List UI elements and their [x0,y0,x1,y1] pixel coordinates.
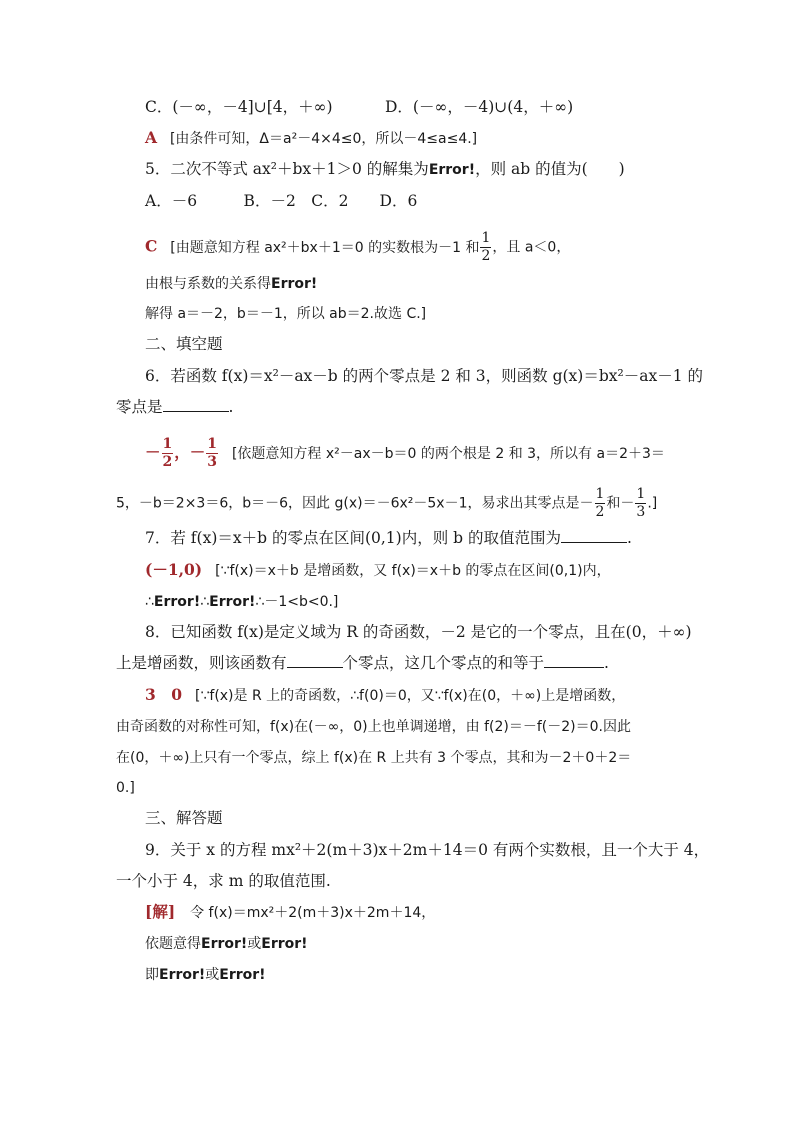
q5-answer-letter: C [145,236,158,256]
q9-stem-1: 9．关于 x 的方程 mx²＋2(m＋3)x＋2m＋14＝0 有两个实数根，且一个大于 4， [145,841,710,859]
q4-explanation: [由条件可知，Δ＝a²－4×4≤0，所以－4≤a≤4.] [169,131,478,147]
q5-options: A．－6 B．－2 C．2 D．6 [145,192,418,210]
fraction-one-half: $\frac{1}{2}$ [595,486,605,520]
q4-answer [145,128,477,149]
fraction-one-third: $\frac{1}{3}$ [636,486,646,520]
q6-stem-2: 零点是 . [116,398,234,416]
q8-sum-blank [544,653,604,668]
q8-stem-2: 上是增函数，则该函数有 个零点，这几个零点的和等于 . [116,654,609,672]
q8-explanation-3: 在(0，＋∞)上只有一个零点，综上 f(x)在 R 上共有 3 个零点，其和为－2＋0＋2＝ [116,750,632,766]
q8-explanation-4: 0.] [116,780,135,796]
q5-explanation-1: C [由题意知方程 ax²＋bx＋1＝0 的实数根为－1 和 $\frac{1}{2}$ ，且 a＜0， [145,230,571,264]
q6-answer-blank [163,397,229,412]
q7-answer-blank [561,528,627,543]
q7-answer: (－1,0) [∵f(x)＝x＋b 是增函数，又 f(x)＝x＋b 的零点在区间(0,1)内， [145,560,611,579]
q5-explanation-3: 解得 a＝－2，b＝－1，所以 ab＝2.故选 C.] [145,306,427,322]
q9-solution-2: 依题意得Error!或Error! [145,936,308,952]
q4-option-c: C．(－∞，－4]∪[4，＋∞) [145,98,333,116]
q6-explanation-1: [依题意知方程 x²－ax－b＝0 的两个根是 2 和 3，所以有 a＝2＋3＝ [231,445,665,462]
section-heading-solutions: 三、解答题 [145,809,223,827]
q8-count-blank [287,653,343,668]
answer-fraction-third: $\frac{1}{3}$ [207,436,218,470]
section-heading-fill-in: 二、填空题 [145,335,223,353]
q7-stem: 7．若 f(x)＝x＋b 的零点在区间(0,1)内，则 b 的取值范围为 . [145,529,632,547]
q8-stem-1: 8．已知函数 f(x)是定义域为 R 的奇函数，－2 是它的一个零点，且在(0，＋∞) [145,623,692,641]
fraction-one-half: $\frac{1}{2}$ [481,230,491,264]
q5-stem: 5．二次不等式 ax²＋bx＋1＞0 的解集为Error!，则 ab 的值为( ) [145,160,625,178]
q7-explanation-2: ∴Error!∴Error!∴－1<b<0.] [145,594,339,610]
q6-stem-1: 6．若函数 f(x)＝x²－ax－b 的两个零点是 2 和 3，则函数 g(x)＝bx²－ax－1 的 [145,367,703,385]
q4-option-d: D．(－∞，－4)∪(4，＋∞) [385,98,574,116]
solution-label: [解] [145,902,176,921]
q9-stem-2: 一个小于 4，求 m 的取值范围. [116,872,331,890]
answer-fraction-half: $\frac{1}{2}$ [162,436,173,470]
q8-explanation-1: [∵f(x)是 R 上的奇函数，∴f(0)＝0，又∵f(x)在(0，＋∞)上是增函数， [195,688,626,704]
q8-answer: 3 0 [∵f(x)是 R 上的奇函数，∴f(0)＝0，又∵f(x)在(0，＋∞)上是增函数， [145,685,626,704]
q4-answer-letter: A [145,128,158,147]
q9-solution-1: [解] 令 f(x)＝mx²＋2(m＋3)x＋2m＋14， [145,902,436,921]
q9-solution-3: 即Error!或Error! [145,967,266,983]
q6-answer: － $\frac{1}{2}$ ，－ $\frac{1}{3}$ [依题意知方程 x²－ax－b＝0 的两个根是 2 和 3，所以有 a＝2＋3＝ [145,436,665,470]
q6-explanation-2: 5，－b＝2×3＝6，b＝－6，因此 g(x)＝－6x²－5x－1，易求出其零点是－ $\frac{1}{2}$ 和－ $\frac{1}{3}$ .] [116,486,658,520]
q5-explanation-2: 由根与系数的关系得Error! [145,276,318,292]
q7-explanation-1: [∵f(x)＝x＋b 是增函数，又 f(x)＝x＋b 的零点在区间(0,1)内， [215,563,611,579]
q8-explanation-2: 由奇函数的对称性可知，f(x)在(－∞，0)上也单调递增，由 f(2)＝－f(－2)＝0.因此 [116,719,631,735]
